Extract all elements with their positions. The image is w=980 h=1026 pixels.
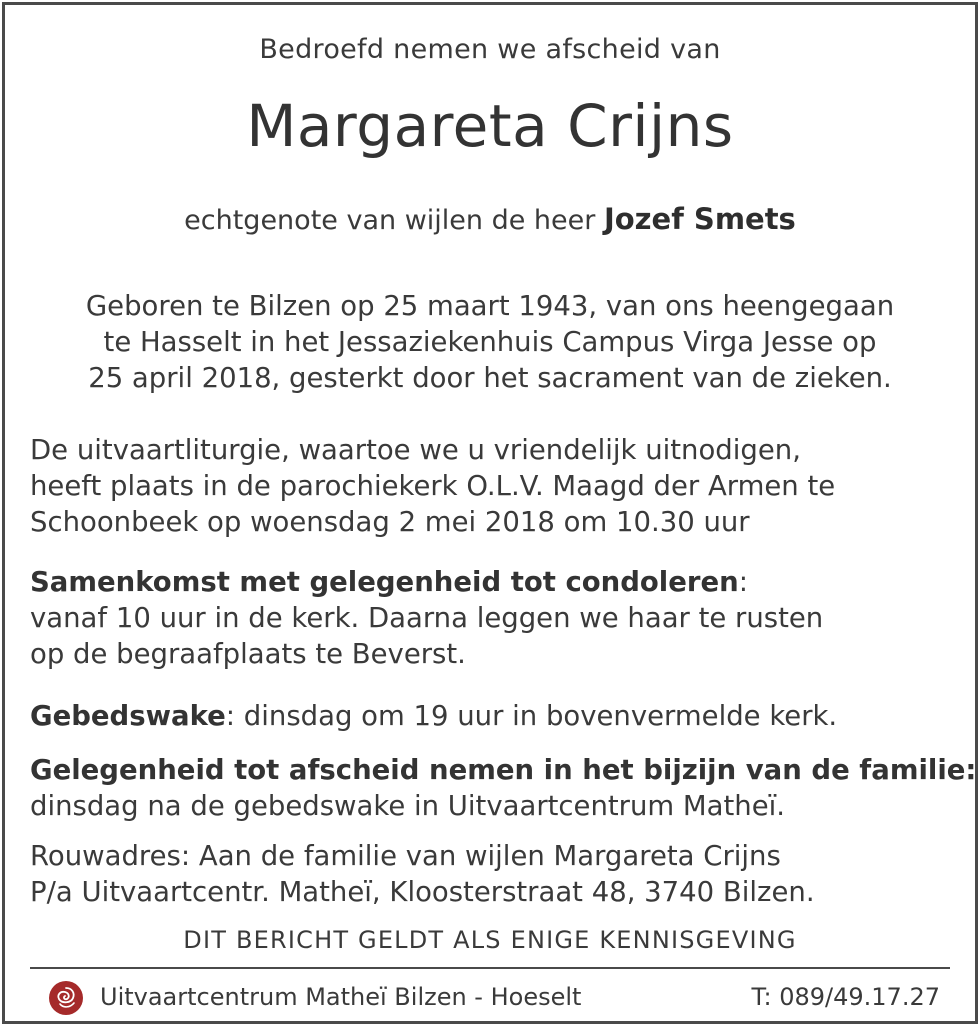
intro-text: Bedroefd nemen we afscheid van <box>259 34 721 65</box>
funeral-line: heeft plaats in de parochiekerk O.L.V. Maagd der Armen te <box>30 470 836 502</box>
condolences-heading: Samenkomst met gelegenheid tot condoleren <box>30 566 739 598</box>
condolences-colon: : <box>738 566 748 598</box>
rose-icon <box>48 980 84 1016</box>
funeral-line: Schoonbeek op woensdag 2 mei 2018 om 10.30 uur <box>30 506 750 538</box>
funeral-line: De uitvaartliturgie, waartoe we u vriendelijk uitnodigen, <box>30 434 801 466</box>
address-line: P/a Uitvaartcentr. Matheï, Kloosterstraat 48, 3740 Bilzen. <box>30 876 815 908</box>
spouse-name: Jozef Smets <box>603 202 796 236</box>
spouse-line <box>0 202 980 236</box>
farewell-heading: Gelegenheid tot afscheid nemen in het bijzijn van de familie: <box>30 754 977 786</box>
address-line: Rouwadres: Aan de familie van wijlen Margareta Crijns <box>30 840 781 872</box>
farewell-text: dinsdag na de gebedswake in Uitvaartcentrum Matheï. <box>30 790 786 822</box>
deceased-name: Margareta Crijns <box>246 92 734 160</box>
wake-paragraph <box>30 698 950 734</box>
spouse-prefix: echtgenote van wijlen de heer <box>184 205 596 236</box>
funeral-home-name: Uitvaartcentrum Matheï Bilzen - Hoeselt <box>100 983 582 1011</box>
birth-death-line: 25 april 2018, gesterkt door het sacrament van de zieken. <box>88 362 892 394</box>
phone-number: T: 089/49.17.27 <box>751 983 940 1011</box>
condolences-line: op de begraafplaats te Beverst. <box>30 638 466 670</box>
address-paragraph <box>30 838 950 910</box>
birth-death-line: te Hasselt in het Jessaziekenhuis Campus Virga Jesse op <box>103 326 877 358</box>
birth-death-paragraph <box>30 288 950 396</box>
wake-text: : dinsdag om 19 uur in bovenvermelde kerk. <box>225 700 838 732</box>
farewell-paragraph <box>30 752 977 824</box>
wake-heading: Gebedswake <box>30 700 226 732</box>
footer-divider <box>30 967 950 969</box>
birth-death-line: Geboren te Bilzen op 25 maart 1943, van ons heengegaan <box>85 290 895 322</box>
footer <box>48 980 940 1016</box>
condolences-line: vanaf 10 uur in de kerk. Daarna leggen we haar te rusten <box>30 602 824 634</box>
notice-text: DIT BERICHT GELDT ALS ENIGE KENNISGEVING <box>183 926 797 954</box>
condolences-paragraph <box>30 564 950 672</box>
funeral-paragraph <box>30 432 950 540</box>
